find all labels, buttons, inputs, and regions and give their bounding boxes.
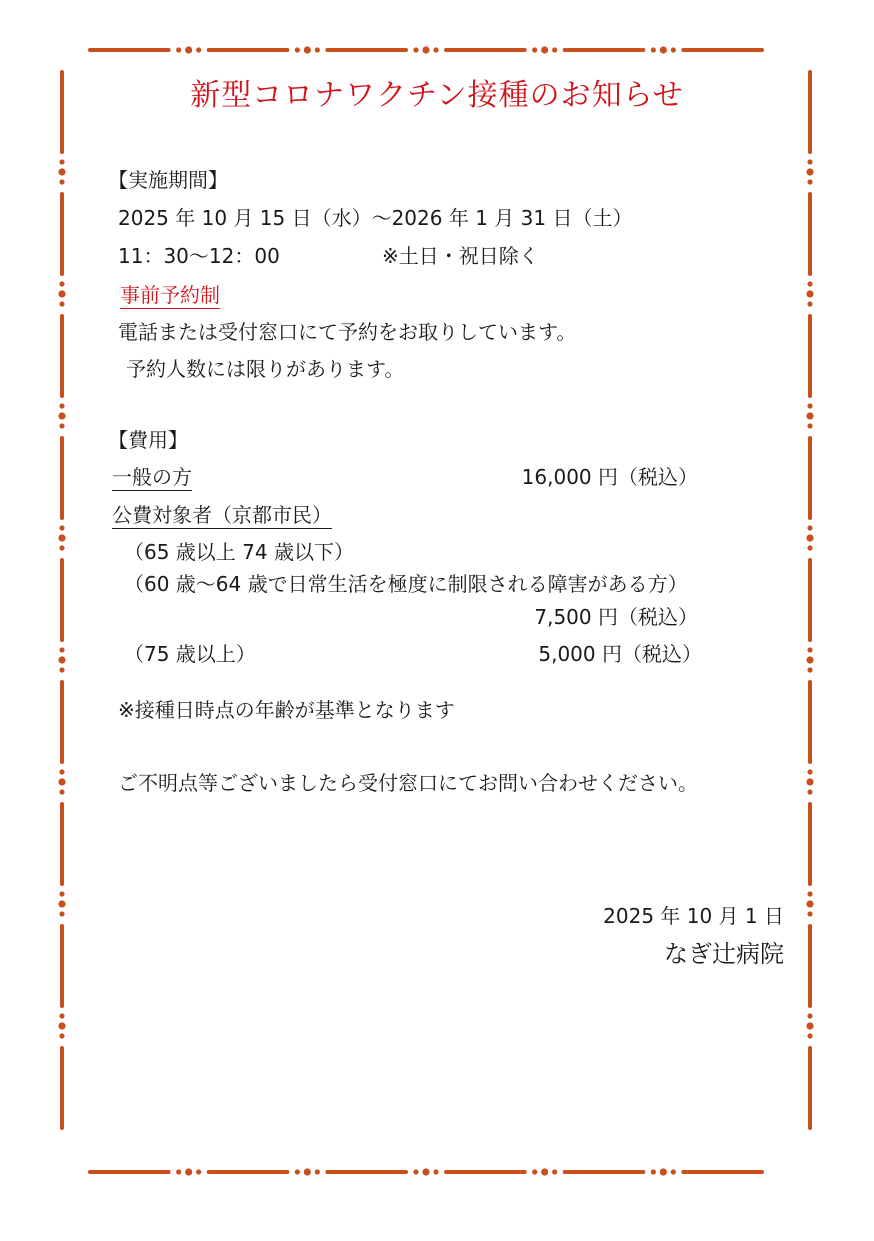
border-dot [807, 545, 812, 550]
border-dot [807, 769, 812, 774]
hospital-name: なぎ辻病院 [664, 940, 784, 968]
border-dot [651, 47, 656, 52]
condition-3: （75 歳以上） [124, 642, 256, 666]
border-dot [806, 534, 813, 541]
public-label [112, 503, 332, 527]
border-dot [807, 301, 812, 306]
age-note: ※接種日時点の年齢が基準となります [118, 698, 455, 722]
border-dot [413, 1169, 418, 1174]
border-dot [58, 412, 65, 419]
border-dot [58, 900, 65, 907]
border-dot [295, 1169, 300, 1174]
reservation-line-1: 電話または受付窓口にて予約をお取りしています。 [118, 320, 577, 344]
border-dot [422, 1168, 429, 1175]
border-dot [807, 667, 812, 672]
border-dot [807, 1013, 812, 1018]
border-dot [806, 900, 813, 907]
border-dot [806, 656, 813, 663]
border-dot [433, 1169, 438, 1174]
period-heading: 【実施期間】 [108, 168, 228, 192]
border-dot [59, 1013, 64, 1018]
border-dot [304, 46, 311, 53]
border-dot [59, 423, 64, 428]
contact-note: ご不明点等ございましたら受付窓口にてお問い合わせください。 [118, 771, 698, 795]
border-dot [807, 911, 812, 916]
border-dot [806, 290, 813, 297]
border-dot [59, 911, 64, 916]
border-dot [422, 46, 429, 53]
border-dot [807, 891, 812, 896]
general-label [112, 465, 192, 489]
border-dot [315, 47, 320, 52]
border-dot [807, 1033, 812, 1038]
border-dot [58, 168, 65, 175]
border-dot [59, 159, 64, 164]
border-dot [304, 1168, 311, 1175]
border-dot [59, 647, 64, 652]
border-dot [807, 423, 812, 428]
border-dot [59, 301, 64, 306]
border-dot [58, 534, 65, 541]
reservation-label-text: 事前予約制 [120, 283, 220, 307]
border-dot [807, 789, 812, 794]
period-dates: 2025 年 10 月 15 日（水）～2026 年 1 月 31 日（土） [118, 206, 633, 230]
condition-1: （65 歳以上 74 歳以下） [124, 540, 354, 564]
border-dot [59, 281, 64, 286]
border-dot [59, 179, 64, 184]
border-dot [807, 403, 812, 408]
border-dot [671, 1169, 676, 1174]
border-dot [807, 179, 812, 184]
border-dot [315, 1169, 320, 1174]
border-dot [295, 47, 300, 52]
footer-date: 2025 年 10 月 1 日 [603, 904, 784, 928]
border-dot [532, 47, 537, 52]
border-dot [185, 46, 192, 53]
border-dot [59, 891, 64, 896]
reservation-label [120, 283, 220, 307]
page-title: 新型コロナワクチン接種のお知らせ [190, 78, 684, 113]
border-dot [59, 545, 64, 550]
border-dot [196, 1169, 201, 1174]
border-dot [58, 290, 65, 297]
border-dot [660, 46, 667, 53]
border-dot [59, 789, 64, 794]
general-price: 16,000 円（税込） [521, 465, 698, 489]
border-dot [807, 647, 812, 652]
border-dot [59, 1033, 64, 1038]
period-time: 11：30～12：00 [118, 244, 280, 268]
border-dot [176, 47, 181, 52]
border-dot [651, 1169, 656, 1174]
border-dot [532, 1169, 537, 1174]
border-dot [552, 47, 557, 52]
border-dot [59, 525, 64, 530]
period-time-note: ※土日・祝日除く [382, 244, 539, 268]
border-dot [671, 47, 676, 52]
condition-1-2-price: 7,500 円（税込） [534, 605, 698, 629]
border-dot [59, 667, 64, 672]
border-dot [807, 525, 812, 530]
border-dot [806, 168, 813, 175]
border-dot [541, 1168, 548, 1175]
border-dot [59, 403, 64, 408]
condition-2: （60 歳～64 歳で日常生活を極度に制限される障害がある方） [124, 572, 688, 596]
border-dot [58, 656, 65, 663]
border-dot [806, 412, 813, 419]
border-dot [176, 1169, 181, 1174]
border-dot [58, 778, 65, 785]
border-dot [807, 159, 812, 164]
border-dot [58, 1022, 65, 1029]
border-dot [196, 47, 201, 52]
border-dot [806, 1022, 813, 1029]
condition-3-price: 5,000 円（税込） [538, 642, 702, 666]
border-dot [660, 1168, 667, 1175]
reservation-line-2: 予約人数には限りがあります。 [126, 357, 405, 381]
border-dot [552, 1169, 557, 1174]
border-dot [413, 47, 418, 52]
border-dot [433, 47, 438, 52]
border-dot [806, 778, 813, 785]
border-dot [59, 769, 64, 774]
border-dot [185, 1168, 192, 1175]
fees-heading: 【費用】 [108, 428, 188, 452]
general-label-text: 一般の方 [112, 465, 192, 489]
border-dot [541, 46, 548, 53]
public-label-text: 公費対象者（京都市民） [112, 503, 332, 527]
border-dot [807, 281, 812, 286]
